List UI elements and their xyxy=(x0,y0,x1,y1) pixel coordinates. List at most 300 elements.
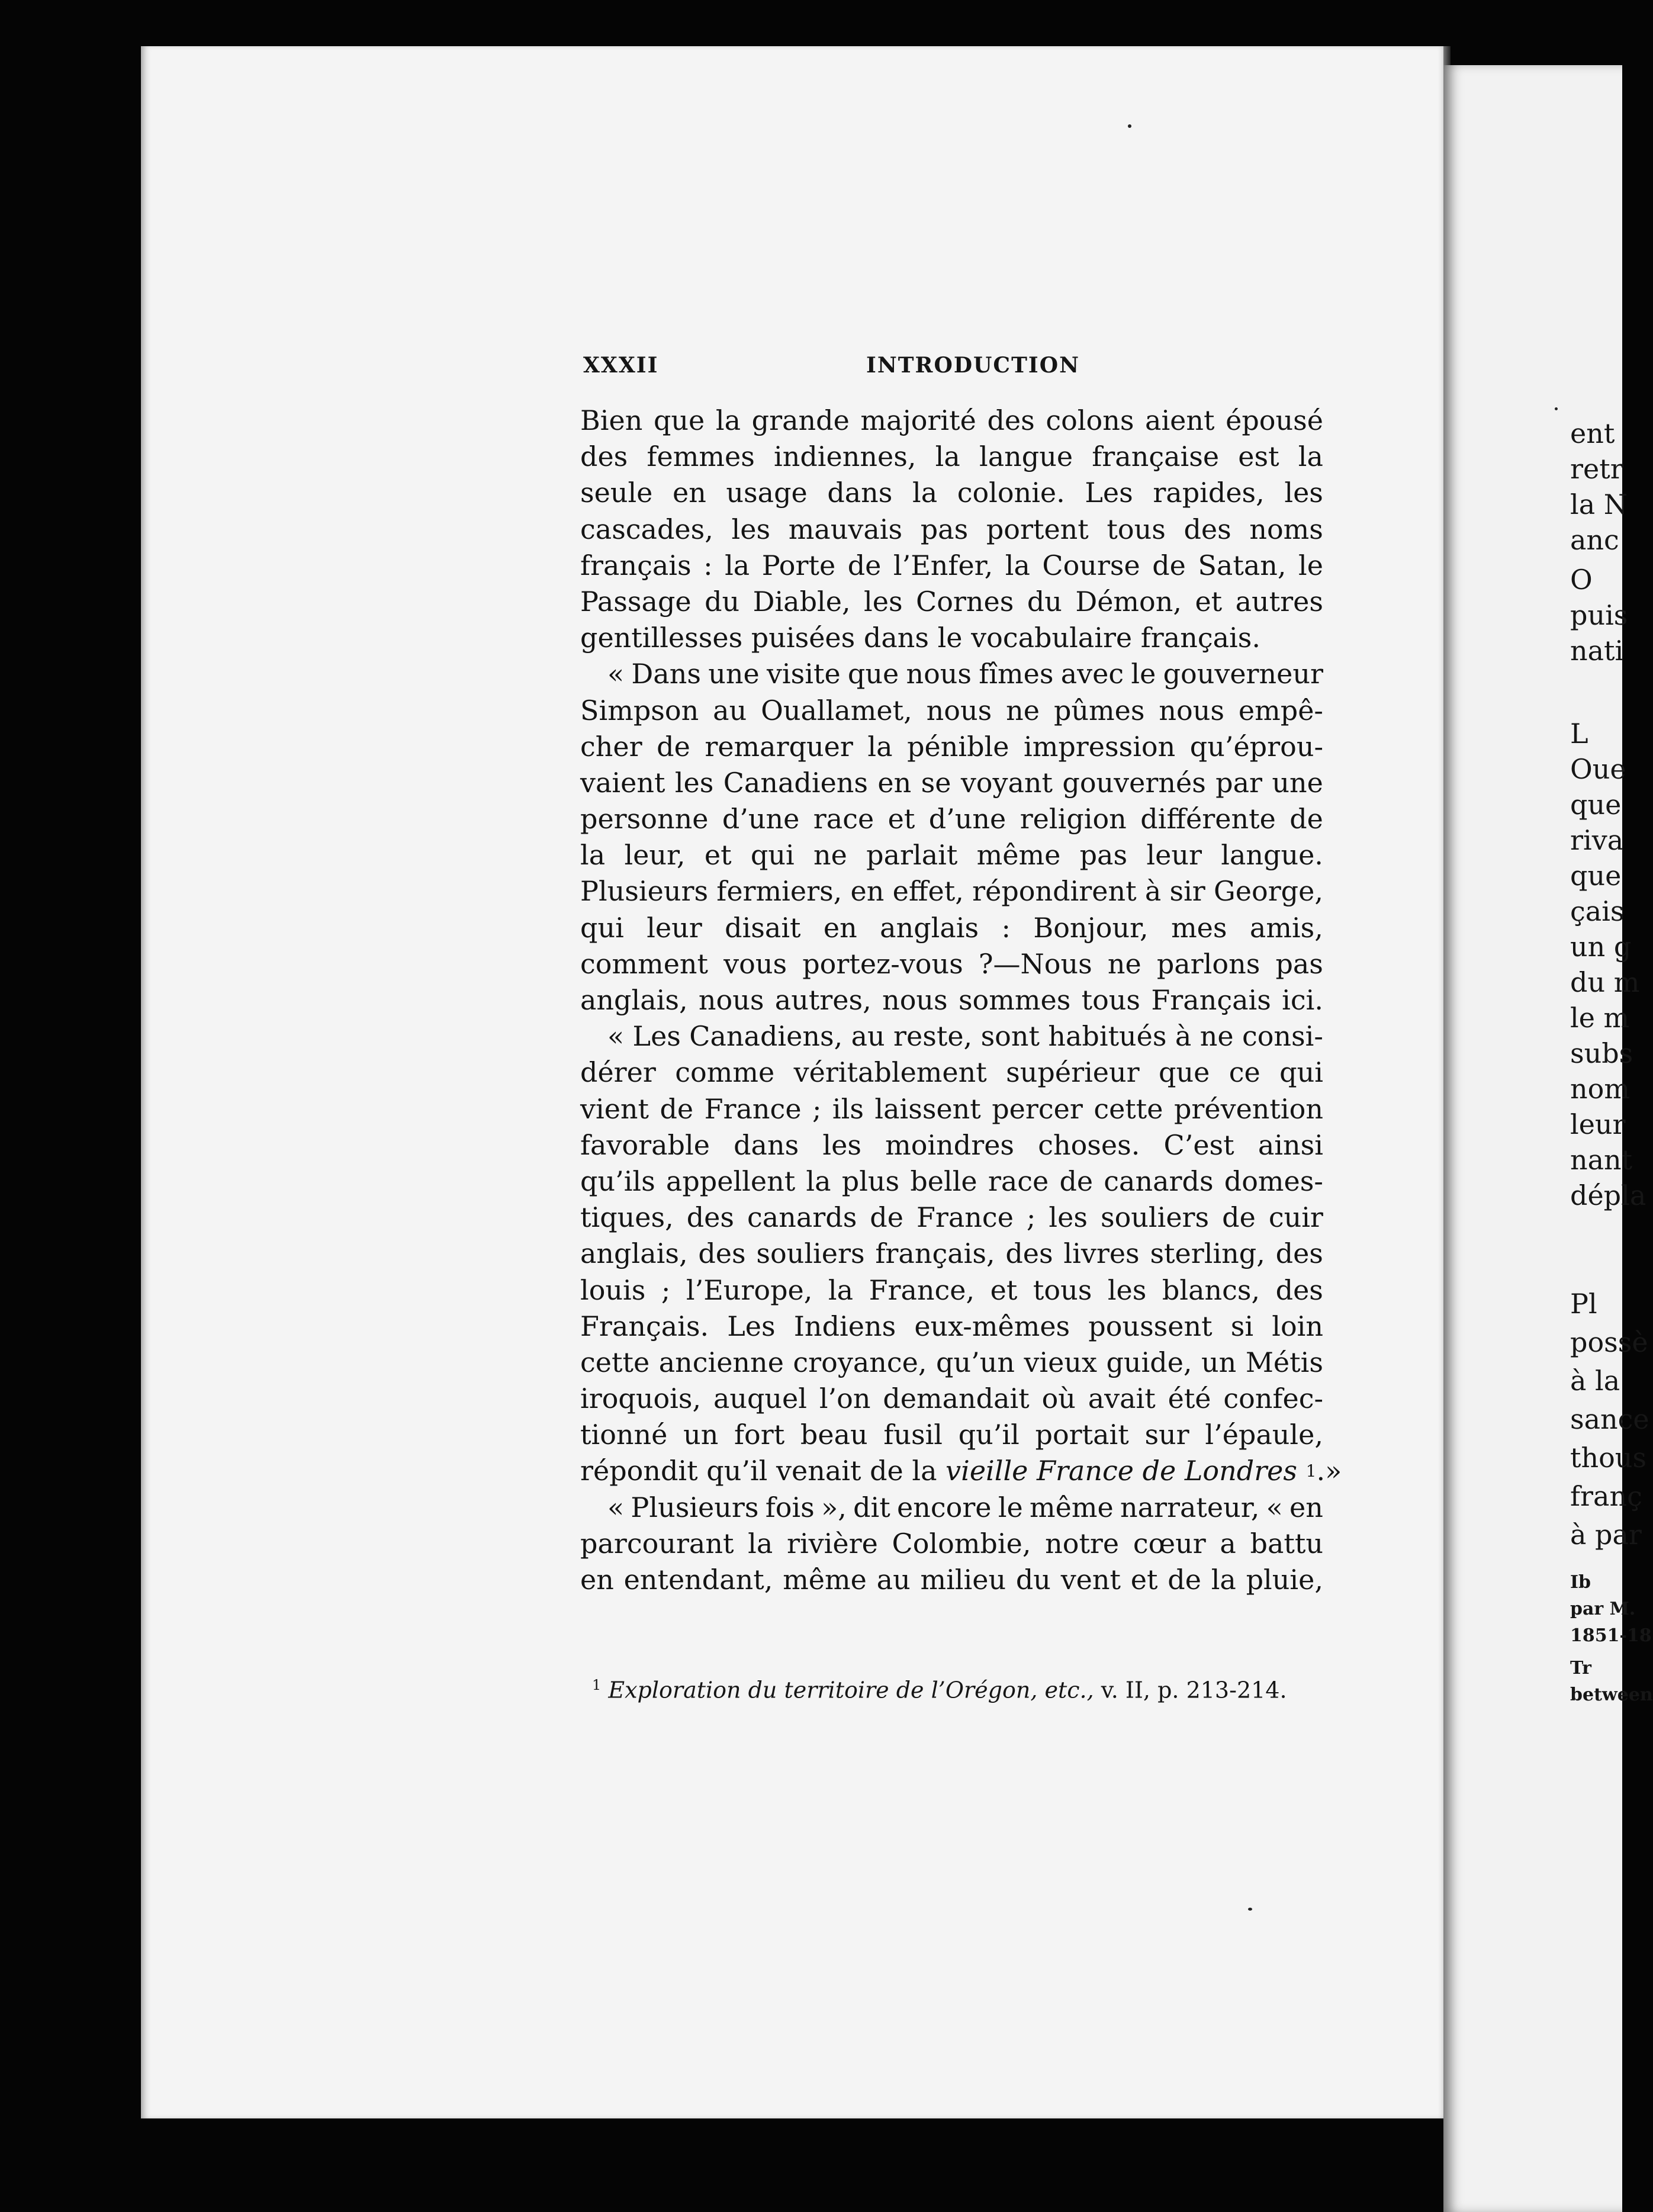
word: blancs, xyxy=(1162,1274,1260,1306)
word: langue xyxy=(979,441,1073,473)
word: vient xyxy=(580,1092,649,1125)
word: les xyxy=(674,766,714,799)
word: Bien xyxy=(580,404,643,436)
word: Plusieurs xyxy=(580,875,709,908)
right-page-fragment: between xyxy=(1570,1684,1653,1705)
word: Plusieurs xyxy=(631,1491,759,1523)
word: la xyxy=(828,1274,854,1306)
page-header xyxy=(583,353,1080,379)
word: qui xyxy=(580,911,624,944)
text-line xyxy=(580,656,1323,692)
text-line xyxy=(580,1526,1323,1562)
right-page-fragment: nom xyxy=(1570,1073,1630,1105)
word: du xyxy=(1027,585,1062,618)
word: parlons xyxy=(1156,947,1260,980)
word: vent xyxy=(1060,1564,1121,1596)
word: les xyxy=(864,585,903,618)
word: en xyxy=(850,875,885,908)
word: Course xyxy=(1042,549,1140,581)
word: été xyxy=(1168,1382,1211,1415)
word: visite xyxy=(766,658,841,690)
word: battu xyxy=(1250,1527,1323,1560)
word: voyant xyxy=(960,766,1053,799)
word: de xyxy=(1059,1165,1094,1197)
word: français, xyxy=(875,1237,995,1270)
closing-quote: .» xyxy=(1316,1455,1342,1487)
word: des xyxy=(1184,513,1231,545)
word: colons xyxy=(1046,404,1134,436)
word: leur xyxy=(647,911,702,944)
word: pas xyxy=(1275,947,1323,980)
word: tous xyxy=(1081,984,1141,1016)
word: des xyxy=(580,441,628,473)
text-line xyxy=(580,1381,1323,1417)
right-page-fragment: çais xyxy=(1570,895,1625,927)
word: Indiens xyxy=(793,1310,896,1342)
word: dans xyxy=(827,477,893,509)
word: par xyxy=(1215,766,1263,799)
word: seule xyxy=(580,477,653,509)
word: autres xyxy=(1235,585,1323,618)
word: a xyxy=(1220,1527,1236,1560)
word: ce xyxy=(1229,1056,1260,1089)
dust-speck xyxy=(1555,407,1558,410)
running-title: INTRODUCTION xyxy=(866,353,1080,378)
word: un xyxy=(1201,1346,1237,1378)
word: ; xyxy=(661,1274,671,1306)
word: noms xyxy=(1249,513,1323,545)
word: les xyxy=(1284,477,1323,509)
right-page-fragment: le m xyxy=(1570,1002,1630,1034)
word: Colombie, xyxy=(892,1527,1031,1560)
word: de xyxy=(657,730,690,763)
word: Ouallamet, xyxy=(761,694,912,726)
word: nous xyxy=(906,658,972,690)
word: cette xyxy=(1094,1092,1163,1125)
word: épousé xyxy=(1226,404,1323,436)
word: ils xyxy=(832,1092,864,1125)
word: même xyxy=(783,1564,867,1596)
text-line xyxy=(580,584,1323,620)
word: belle xyxy=(910,1165,977,1197)
word: cuir xyxy=(1268,1201,1323,1234)
text-line xyxy=(580,439,1323,475)
word: d’une xyxy=(722,803,800,835)
word: tionné xyxy=(580,1419,668,1451)
word: qu’un xyxy=(936,1346,1015,1378)
word: la xyxy=(1211,1564,1236,1596)
word: livres xyxy=(1063,1237,1140,1270)
word: Les xyxy=(632,1020,681,1053)
word: percer xyxy=(992,1092,1083,1125)
word: Dans xyxy=(631,658,701,690)
word: de xyxy=(1168,1564,1201,1596)
word: la xyxy=(806,1165,831,1197)
right-page-fragment: sance xyxy=(1570,1403,1649,1435)
right-page-fragment: O xyxy=(1570,564,1593,596)
word: effet, xyxy=(892,875,964,908)
word: tous xyxy=(1107,513,1166,545)
word: sur xyxy=(1144,1419,1189,1451)
italic-phrase: vieille France de Londres xyxy=(946,1455,1298,1487)
word: la xyxy=(912,477,938,509)
word: moindres xyxy=(885,1128,1015,1161)
word: en xyxy=(1289,1491,1323,1523)
word: entendant, xyxy=(623,1564,773,1596)
text-line xyxy=(580,946,1323,982)
word: Satan, xyxy=(1198,549,1287,581)
word: et xyxy=(990,1274,1018,1306)
word: le xyxy=(998,1491,1023,1523)
word: ne xyxy=(813,839,847,872)
right-page-fragment: ent xyxy=(1570,417,1615,449)
word: des xyxy=(686,1201,735,1234)
word: aient xyxy=(1145,404,1215,436)
word: Cornes xyxy=(916,585,1014,618)
word: pluie, xyxy=(1246,1564,1323,1596)
word: louis xyxy=(580,1274,646,1306)
word: encore xyxy=(897,1491,992,1523)
word: favorable xyxy=(580,1128,710,1161)
text-line xyxy=(580,475,1323,511)
word: ne xyxy=(1006,694,1040,726)
word: de xyxy=(847,549,882,581)
word: ne xyxy=(1199,1020,1234,1053)
word: comme xyxy=(675,1056,775,1089)
right-page-fragment: que xyxy=(1570,860,1622,892)
word: Démon, xyxy=(1075,585,1182,618)
word: la xyxy=(935,441,960,473)
word: le xyxy=(1131,658,1156,690)
text-line xyxy=(580,982,1323,1018)
word: notre xyxy=(1045,1527,1120,1560)
word: au xyxy=(713,694,747,726)
word: milieu xyxy=(920,1564,1006,1596)
word: beau xyxy=(800,1419,868,1451)
word: à xyxy=(1175,1020,1192,1053)
word: et xyxy=(704,839,732,872)
word: vous xyxy=(723,947,787,980)
text-line xyxy=(580,837,1323,873)
word: gouvernés xyxy=(1062,766,1206,799)
right-page-fragment: Pl xyxy=(1570,1288,1597,1320)
word: colonie. xyxy=(957,477,1065,509)
text-line xyxy=(580,873,1323,909)
word: nous xyxy=(1159,694,1224,726)
word: « xyxy=(607,658,625,690)
word: France xyxy=(704,1092,802,1125)
text-line xyxy=(580,548,1323,584)
dust-speck xyxy=(1248,1908,1252,1911)
text-line xyxy=(580,1236,1323,1272)
word: canards xyxy=(747,1201,857,1234)
word: prévention xyxy=(1173,1092,1323,1125)
text-line xyxy=(580,693,1323,729)
word: qui xyxy=(1279,1056,1323,1089)
word: anglais, xyxy=(580,1237,688,1270)
text-line xyxy=(580,403,1323,439)
body-text xyxy=(580,403,1342,1598)
word: de xyxy=(660,1092,694,1125)
word: leur xyxy=(1146,839,1202,872)
footnote xyxy=(592,1677,1326,1703)
word: comment xyxy=(580,947,709,980)
word: qu’il xyxy=(958,1419,1020,1451)
word: anglais, xyxy=(580,984,688,1016)
word: parcourant xyxy=(580,1527,734,1560)
word: Diable, xyxy=(752,585,851,618)
word: avec xyxy=(1060,658,1124,690)
text-line xyxy=(580,1200,1323,1236)
word: la xyxy=(748,1527,773,1560)
right-page-fragment: thous xyxy=(1570,1442,1647,1474)
text-line xyxy=(580,1490,1323,1526)
right-page-fragment: un g xyxy=(1570,931,1632,963)
word: France xyxy=(916,1201,1014,1234)
word: gentillesses puisées dans le vocabulaire français. xyxy=(580,622,1260,654)
word: des xyxy=(1005,1237,1053,1270)
text-line xyxy=(580,1091,1323,1127)
word: narrateur, xyxy=(1120,1491,1260,1523)
word: grande xyxy=(751,404,850,436)
right-page-fragment: leur xyxy=(1570,1108,1626,1140)
word: : xyxy=(1001,911,1011,944)
word: où xyxy=(1041,1382,1076,1415)
word: répondirent xyxy=(972,875,1137,908)
word: la xyxy=(715,404,741,436)
word: ancienne xyxy=(658,1346,784,1378)
word: pénible xyxy=(907,730,1009,763)
word: disait xyxy=(725,911,801,944)
word: cette xyxy=(580,1346,650,1378)
word: nous xyxy=(882,984,948,1016)
word: usage xyxy=(726,477,808,509)
text-line xyxy=(580,512,1323,548)
right-page-fragment: subs xyxy=(1570,1037,1633,1069)
text-line xyxy=(580,1018,1323,1054)
right-page-fragment: L xyxy=(1570,718,1588,750)
word: eux-mêmes xyxy=(914,1310,1070,1342)
word: française xyxy=(1092,441,1220,473)
word: en xyxy=(580,1564,614,1596)
page-number: XXXII xyxy=(583,353,659,378)
text-line xyxy=(580,729,1323,765)
right-page-fragment: riva xyxy=(1570,824,1624,856)
word: et xyxy=(1130,1564,1158,1596)
word: tous xyxy=(1033,1274,1092,1306)
word: ; xyxy=(812,1092,822,1125)
text-line xyxy=(580,1054,1323,1091)
text-line xyxy=(580,765,1323,801)
word: C’est xyxy=(1163,1128,1234,1161)
word: les xyxy=(1049,1201,1088,1234)
right-page-fragment: la N xyxy=(1570,488,1628,520)
word: pas xyxy=(920,513,969,545)
word: Les xyxy=(1085,477,1133,509)
word: habitués xyxy=(1048,1020,1167,1053)
right-page-fragment: nati xyxy=(1570,635,1624,667)
word: des xyxy=(987,404,1035,436)
word: d’une xyxy=(928,803,1006,835)
word: parlait xyxy=(866,839,958,872)
word: Français. xyxy=(580,1310,709,1342)
word: une xyxy=(708,658,760,690)
word: tiques, xyxy=(580,1201,674,1234)
word: souliers xyxy=(756,1237,865,1270)
word: qu’éprou- xyxy=(1189,730,1323,763)
word: dit xyxy=(853,1491,890,1523)
word: George, xyxy=(1214,875,1323,908)
footnote-ref: v. II, p. 213-214. xyxy=(1101,1677,1287,1703)
word: l’épaule, xyxy=(1205,1419,1323,1451)
word: supérieur xyxy=(1006,1056,1140,1089)
word: la xyxy=(1005,549,1030,581)
word: des xyxy=(1275,1237,1323,1270)
right-page-fragment: Ib xyxy=(1570,1572,1591,1593)
word: fîmes xyxy=(979,658,1054,690)
word: croyance, xyxy=(793,1346,927,1378)
word: sterling, xyxy=(1150,1237,1265,1270)
word: personne xyxy=(580,803,709,835)
word: à xyxy=(1144,875,1162,908)
word: vaient xyxy=(580,766,665,799)
word: indiennes, xyxy=(774,441,916,473)
right-page-fragment: à la xyxy=(1570,1365,1620,1397)
text-line xyxy=(580,910,1323,946)
text-line xyxy=(580,620,1323,656)
word: Bonjour, xyxy=(1033,911,1149,944)
word: même xyxy=(1030,1491,1114,1523)
word: », xyxy=(821,1491,847,1523)
word: fusil xyxy=(883,1419,943,1451)
word: et xyxy=(887,803,915,835)
word: Métis xyxy=(1245,1346,1323,1378)
text-line xyxy=(580,1453,1342,1489)
footnote-number: 1 xyxy=(592,1677,602,1693)
word: « xyxy=(607,1491,625,1523)
word: : xyxy=(703,549,713,581)
word: pas xyxy=(1079,839,1128,872)
word: du xyxy=(1015,1564,1051,1596)
word: cher xyxy=(580,730,642,763)
text-line xyxy=(580,1163,1323,1200)
right-page-fragment: par M. xyxy=(1570,1599,1636,1619)
word: vieux xyxy=(1024,1346,1097,1378)
word: que xyxy=(847,658,899,690)
word: Canadiens xyxy=(723,766,869,799)
right-page-fragment: 1851-18 xyxy=(1570,1625,1652,1646)
word: même xyxy=(976,839,1061,872)
word: et xyxy=(1195,585,1223,618)
word: qu’ils xyxy=(580,1165,655,1197)
word: dérer xyxy=(580,1056,656,1089)
word: est xyxy=(1238,441,1279,473)
word: iroquois, xyxy=(580,1382,702,1415)
word: nous xyxy=(926,694,992,726)
word: rivière xyxy=(786,1527,878,1560)
word: Simpson xyxy=(580,694,699,726)
footnote-title: Exploration du territoire de l’Orégon, etc., xyxy=(608,1677,1094,1703)
right-page-fragment: retr xyxy=(1570,453,1623,485)
right-page-fragment: Tr xyxy=(1570,1658,1591,1679)
text-line xyxy=(580,1308,1323,1345)
word: consi- xyxy=(1242,1020,1323,1053)
word: sont xyxy=(980,1020,1040,1053)
word: ainsi xyxy=(1258,1128,1323,1161)
word: race xyxy=(988,1165,1049,1197)
right-page-fragment: nant xyxy=(1570,1144,1633,1176)
word: guide, xyxy=(1106,1346,1192,1378)
word: de xyxy=(870,1201,903,1234)
word: empê- xyxy=(1238,694,1323,726)
word: ; xyxy=(1026,1201,1036,1234)
word: Français xyxy=(1151,984,1271,1016)
line-text: répondit qu’il venait de la xyxy=(580,1455,937,1487)
word: de xyxy=(1222,1201,1256,1234)
word: religion xyxy=(1020,803,1127,835)
word: l’Enfer, xyxy=(893,549,993,581)
text-line xyxy=(580,1272,1323,1308)
word: loin xyxy=(1272,1310,1323,1342)
right-page-fragment: que xyxy=(1570,789,1622,821)
word: le xyxy=(1298,549,1323,581)
word: en xyxy=(672,477,706,509)
word: souliers xyxy=(1100,1201,1210,1234)
word: l’on xyxy=(819,1382,871,1415)
word: une xyxy=(1272,766,1323,799)
word: sir xyxy=(1169,875,1205,908)
footnote-mark: 1 xyxy=(1305,1461,1317,1481)
word: que xyxy=(1159,1056,1210,1089)
word: la xyxy=(867,730,893,763)
word: canards xyxy=(1104,1165,1214,1197)
right-page-fragment: Oue xyxy=(1570,753,1626,785)
word: autres, xyxy=(774,984,871,1016)
word: Passage xyxy=(580,585,692,618)
word: ici. xyxy=(1282,984,1323,1016)
word: sommes xyxy=(958,984,1071,1016)
right-page-fragment: du m xyxy=(1570,966,1640,998)
word: France, xyxy=(869,1274,975,1306)
word: cœur xyxy=(1133,1527,1206,1560)
word: portent xyxy=(986,513,1089,545)
word: si xyxy=(1230,1310,1254,1342)
word: que xyxy=(653,404,705,436)
text-line xyxy=(580,1345,1323,1381)
word: en xyxy=(877,766,912,799)
word: différente xyxy=(1140,803,1276,835)
word: véritablement xyxy=(793,1056,987,1089)
word: amis, xyxy=(1249,911,1323,944)
word: au xyxy=(876,1564,911,1596)
word: « xyxy=(607,1020,625,1053)
word: remarquer xyxy=(705,730,853,763)
word: plus xyxy=(841,1165,900,1197)
word: cascades, xyxy=(580,513,713,545)
word: de xyxy=(1152,549,1186,581)
word: fermiers, xyxy=(716,875,842,908)
word: confec- xyxy=(1223,1382,1323,1415)
word: la xyxy=(1298,441,1323,473)
word: auquel xyxy=(713,1382,807,1415)
word: des xyxy=(698,1237,746,1270)
word: langue. xyxy=(1221,839,1323,872)
right-page-fragment: anc xyxy=(1570,524,1619,556)
word: ?—Nous xyxy=(978,947,1092,980)
word: choses. xyxy=(1038,1128,1140,1161)
word: portait xyxy=(1035,1419,1129,1451)
right-page-fragment: possè xyxy=(1570,1326,1648,1358)
